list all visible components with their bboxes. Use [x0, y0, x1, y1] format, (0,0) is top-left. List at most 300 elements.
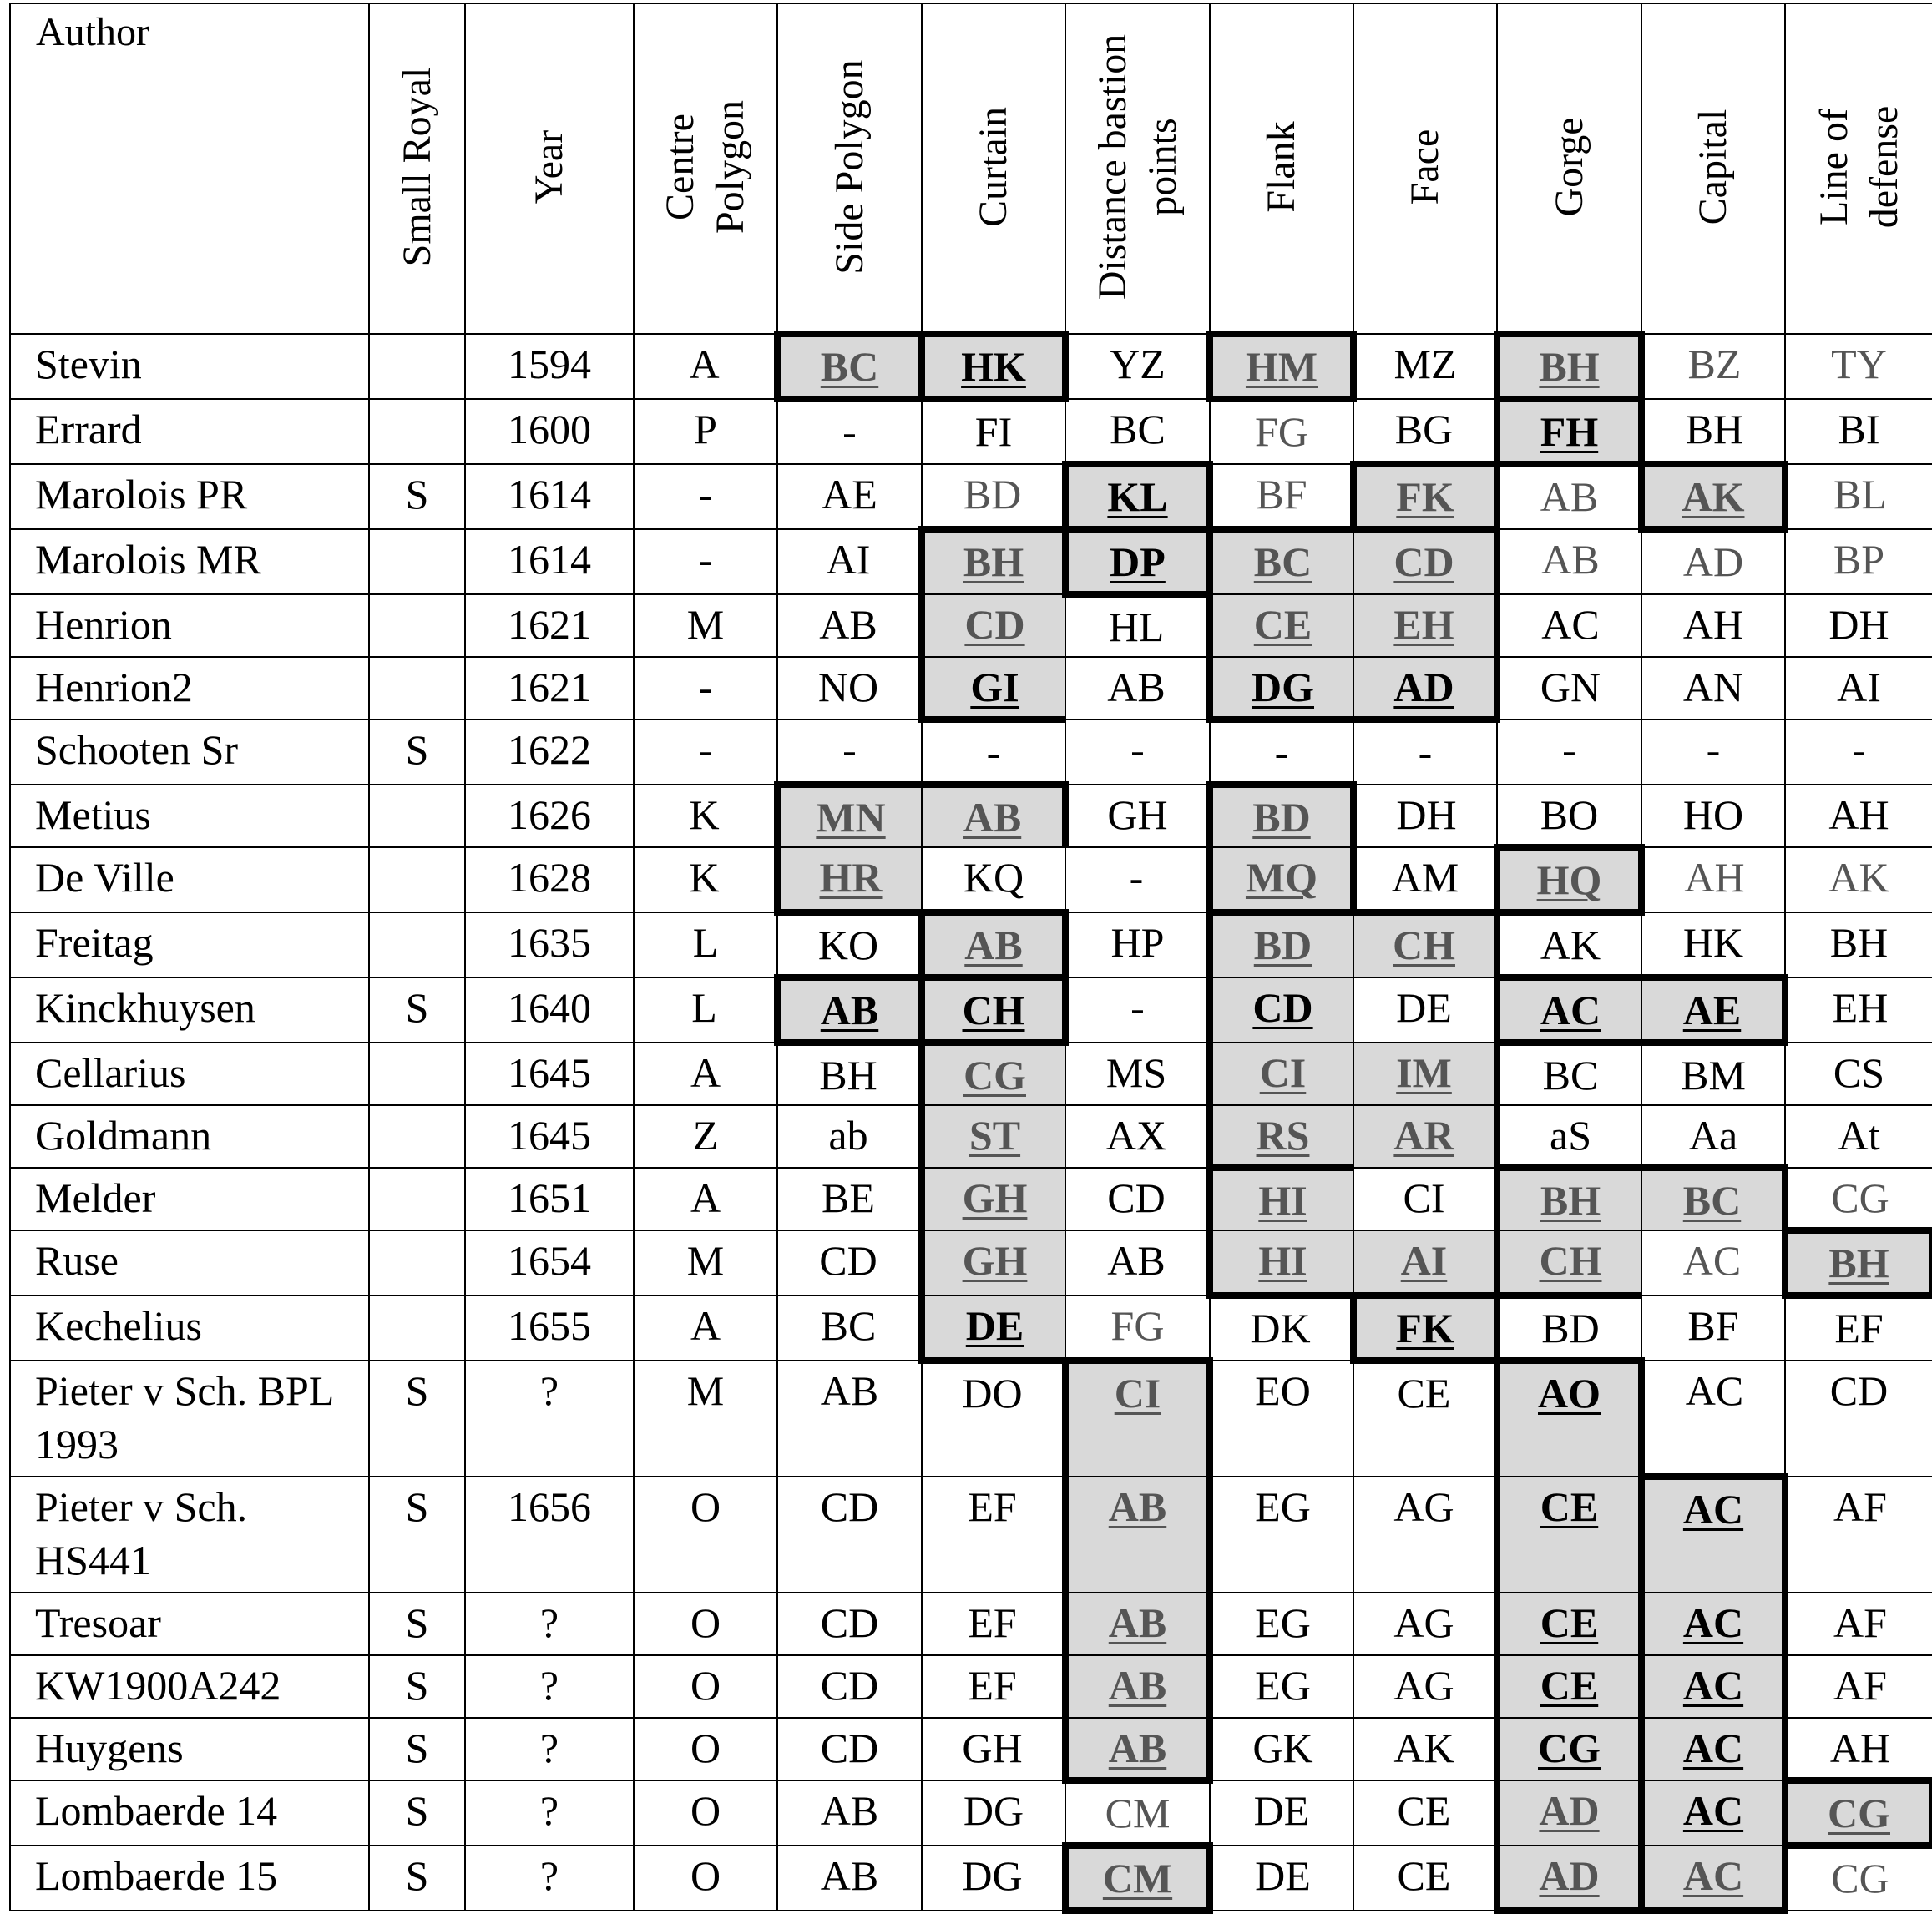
capital-cell	[1641, 529, 1785, 594]
face-cell	[1353, 847, 1497, 912]
curtain-cell	[922, 529, 1065, 594]
gorge-cell	[1497, 1718, 1641, 1780]
flank-cell	[1210, 657, 1353, 720]
capital-value: AC	[1682, 1486, 1744, 1533]
face-cell	[1353, 1593, 1497, 1655]
curtain-cell	[922, 1718, 1065, 1780]
face-cell	[1353, 1105, 1497, 1168]
gorge-value: BH	[1539, 343, 1600, 390]
line-of-defense-cell	[1785, 1295, 1932, 1361]
flank-cell	[1210, 1230, 1353, 1295]
distance-bastion-points-cell	[1065, 1043, 1210, 1105]
side-polygon-cell	[777, 1780, 922, 1846]
side-polygon-value: AI	[826, 536, 871, 583]
author-cell: Schooten Sr	[10, 720, 369, 785]
gorge-cell	[1497, 977, 1641, 1043]
small-royal-cell	[369, 1168, 465, 1230]
distance-bastion-points-cell	[1065, 912, 1210, 977]
year-cell: ?	[465, 1718, 634, 1780]
curtain-cell	[922, 594, 1065, 657]
line-of-defense-cell	[1785, 1230, 1932, 1295]
flank-value: DE	[1253, 1787, 1310, 1834]
side-polygon-value: CD	[820, 1599, 879, 1646]
flank-cell	[1210, 1780, 1353, 1846]
distance-bastion-points-cell	[1065, 785, 1210, 847]
distance-bastion-points-cell	[1065, 1780, 1210, 1846]
capital-value: BH	[1685, 406, 1744, 452]
gorge-cell	[1497, 399, 1641, 464]
distance-bastion-points-value: AB	[1108, 1725, 1167, 1771]
capital-value: AH	[1684, 854, 1745, 901]
centre-polygon-cell: P	[634, 399, 777, 464]
distance-bastion-points-value: CM	[1105, 1790, 1171, 1836]
face-value: CH	[1393, 922, 1455, 968]
centre-polygon-cell: L	[634, 977, 777, 1043]
flank-cell	[1210, 912, 1353, 977]
distance-bastion-points-cell	[1065, 657, 1210, 720]
line-of-defense-cell	[1785, 594, 1932, 657]
face-cell	[1353, 1168, 1497, 1230]
gorge-value: AD	[1539, 1852, 1600, 1899]
curtain-value: DE	[965, 1302, 1024, 1349]
gorge-value: BO	[1540, 791, 1599, 838]
gorge-value: -	[1562, 726, 1576, 773]
line-of-defense-value: AH	[1829, 1725, 1891, 1771]
curtain-cell	[922, 1230, 1065, 1295]
centre-polygon-cell: O	[634, 1593, 777, 1655]
small-royal-cell: S	[369, 720, 465, 785]
distance-bastion-points-cell	[1065, 1295, 1210, 1361]
capital-cell	[1641, 1361, 1785, 1477]
flank-value: EO	[1255, 1367, 1311, 1414]
line-of-defense-cell	[1785, 1718, 1932, 1780]
author-cell: Henrion2	[10, 657, 369, 720]
distance-bastion-points-cell	[1065, 1105, 1210, 1168]
capital-cell	[1641, 1295, 1785, 1361]
line-of-defense-value: BL	[1833, 471, 1887, 518]
gorge-cell	[1497, 334, 1641, 399]
year-cell: 1645	[465, 1043, 634, 1105]
year-cell: 1594	[465, 334, 634, 399]
line-of-defense-cell	[1785, 1655, 1932, 1718]
author-cell: Huygens	[10, 1718, 369, 1780]
author-cell: Metius	[10, 785, 369, 847]
gorge-cell	[1497, 785, 1641, 847]
gorge-value: FH	[1540, 408, 1599, 455]
curtain-cell	[922, 1593, 1065, 1655]
flank-cell	[1210, 399, 1353, 464]
curtain-value: EF	[968, 1662, 1017, 1709]
curtain-value: AB	[963, 794, 1022, 841]
table-row	[10, 334, 1932, 399]
curtain-cell	[922, 464, 1065, 529]
side-polygon-value: AB	[820, 1787, 879, 1834]
author-cell: Freitag	[10, 912, 369, 977]
line-of-defense-value: BP	[1833, 536, 1885, 583]
gorge-value: CE	[1540, 1483, 1599, 1530]
centre-polygon-cell: Z	[634, 1105, 777, 1168]
centre-polygon-cell: O	[634, 1718, 777, 1780]
line-of-defense-value: AF	[1833, 1662, 1887, 1709]
header-gorge-label: Gorge	[1546, 117, 1591, 217]
flank-value: FG	[1255, 408, 1308, 455]
table-row	[10, 1043, 1932, 1105]
face-cell	[1353, 334, 1497, 399]
curtain-cell	[922, 334, 1065, 399]
side-polygon-cell	[777, 785, 922, 847]
small-royal-cell: S	[369, 1477, 465, 1593]
centre-polygon-cell: -	[634, 529, 777, 594]
curtain-value: CH	[962, 987, 1025, 1033]
curtain-cell	[922, 720, 1065, 785]
distance-bastion-points-cell	[1065, 594, 1210, 657]
curtain-cell	[922, 785, 1065, 847]
face-cell	[1353, 529, 1497, 594]
face-value: MZ	[1393, 341, 1457, 387]
face-cell	[1353, 720, 1497, 785]
distance-bastion-points-value: MS	[1105, 1049, 1167, 1096]
table-row	[10, 1295, 1932, 1361]
gorge-value: AB	[1541, 536, 1600, 583]
gorge-value: CH	[1539, 1237, 1602, 1284]
gorge-value: BD	[1541, 1305, 1600, 1351]
flank-cell	[1210, 1477, 1353, 1593]
curtain-cell	[922, 912, 1065, 977]
gorge-value: HQ	[1536, 856, 1602, 903]
face-cell	[1353, 594, 1497, 657]
gorge-value: CE	[1540, 1599, 1599, 1646]
side-polygon-value: KO	[817, 922, 879, 968]
capital-cell	[1641, 1718, 1785, 1780]
face-value: CI	[1403, 1174, 1445, 1221]
curtain-cell	[922, 1361, 1065, 1477]
curtain-cell	[922, 1477, 1065, 1593]
table-row	[10, 912, 1932, 977]
face-value: -	[1418, 729, 1433, 775]
side-polygon-value: MN	[816, 794, 886, 841]
face-cell	[1353, 912, 1497, 977]
gorge-cell	[1497, 912, 1641, 977]
capital-cell	[1641, 1168, 1785, 1230]
centre-polygon-cell: O	[634, 1846, 777, 1911]
small-royal-cell: S	[369, 1780, 465, 1846]
header-distance-bastion-points	[1065, 3, 1210, 334]
flank-value: HI	[1258, 1177, 1307, 1224]
side-polygon-cell	[777, 1655, 922, 1718]
gorge-value: CE	[1540, 1662, 1599, 1709]
capital-value: AC	[1682, 1852, 1744, 1899]
gorge-cell	[1497, 1043, 1641, 1105]
line-of-defense-cell	[1785, 1105, 1932, 1168]
year-cell: ?	[465, 1780, 634, 1846]
line-of-defense-cell	[1785, 1043, 1932, 1105]
gorge-cell	[1497, 1168, 1641, 1230]
side-polygon-value: CD	[820, 1483, 879, 1530]
face-cell	[1353, 785, 1497, 847]
side-polygon-cell	[777, 1168, 922, 1230]
gorge-cell	[1497, 720, 1641, 785]
face-cell	[1353, 1230, 1497, 1295]
line-of-defense-value: TY	[1831, 341, 1887, 387]
centre-polygon-cell: K	[634, 847, 777, 912]
distance-bastion-points-value: DP	[1110, 538, 1166, 585]
side-polygon-value: BC	[820, 1302, 877, 1349]
gorge-value: AC	[1540, 987, 1601, 1033]
side-polygon-cell	[777, 464, 922, 529]
face-cell	[1353, 399, 1497, 464]
capital-cell	[1641, 1105, 1785, 1168]
capital-cell	[1641, 399, 1785, 464]
flank-value: RS	[1256, 1112, 1310, 1159]
distance-bastion-points-value: -	[1130, 726, 1145, 773]
side-polygon-value: CD	[819, 1237, 877, 1284]
distance-bastion-points-value: AB	[1108, 1662, 1167, 1709]
curtain-cell	[922, 657, 1065, 720]
small-royal-cell	[369, 1043, 465, 1105]
gorge-cell	[1497, 529, 1641, 594]
distance-bastion-points-cell	[1065, 977, 1210, 1043]
distance-bastion-points-value: GH	[1107, 791, 1168, 838]
side-polygon-value: -	[842, 408, 857, 455]
line-of-defense-cell	[1785, 657, 1932, 720]
header-face-label: Face	[1403, 129, 1447, 205]
flank-value: DE	[1255, 1852, 1311, 1899]
curtain-cell	[922, 1295, 1065, 1361]
distance-bastion-points-value: AB	[1107, 1237, 1166, 1284]
centre-polygon-cell: O	[634, 1655, 777, 1718]
distance-bastion-points-cell	[1065, 1168, 1210, 1230]
line-of-defense-value: -	[1852, 726, 1866, 773]
flank-value: CE	[1253, 601, 1312, 648]
distance-bastion-points-value: BC	[1110, 406, 1166, 452]
header-flank	[1210, 3, 1353, 334]
curtain-value: CD	[964, 601, 1025, 648]
side-polygon-value: BE	[822, 1174, 875, 1221]
side-polygon-cell	[777, 912, 922, 977]
flank-value: BD	[1252, 794, 1311, 841]
capital-value: AC	[1682, 1787, 1744, 1834]
line-of-defense-value: AH	[1828, 791, 1889, 838]
centre-polygon-cell: A	[634, 1295, 777, 1361]
author-cell: Cellarius	[10, 1043, 369, 1105]
capital-value: AK	[1682, 473, 1745, 520]
capital-cell	[1641, 1593, 1785, 1655]
author-cell: Lombaerde 14	[10, 1780, 369, 1846]
capital-value: Aa	[1688, 1112, 1738, 1159]
small-royal-cell	[369, 912, 465, 977]
flank-value: DG	[1252, 664, 1314, 710]
year-cell: 1655	[465, 1295, 634, 1361]
author-cell: Kechelius	[10, 1295, 369, 1361]
line-of-defense-cell	[1785, 529, 1932, 594]
capital-value: AD	[1682, 538, 1744, 585]
table-row	[10, 1846, 1932, 1911]
face-cell	[1353, 977, 1497, 1043]
line-of-defense-cell	[1785, 847, 1932, 912]
header-line-of-defense-label: Line of defense	[1811, 105, 1906, 229]
year-cell: 1622	[465, 720, 634, 785]
side-polygon-cell	[777, 334, 922, 399]
curtain-value: CG	[963, 1052, 1026, 1098]
centre-polygon-cell: O	[634, 1477, 777, 1593]
year-cell: 1621	[465, 657, 634, 720]
author-cell: Henrion	[10, 594, 369, 657]
gorge-value: AO	[1538, 1370, 1601, 1417]
flank-cell	[1210, 1361, 1353, 1477]
curtain-value: KQ	[963, 854, 1024, 901]
table-row	[10, 1230, 1932, 1295]
line-of-defense-cell	[1785, 399, 1932, 464]
flank-cell	[1210, 1655, 1353, 1718]
author-cell: Lombaerde 15	[10, 1846, 369, 1911]
year-cell: 1654	[465, 1230, 634, 1295]
table-row	[10, 847, 1932, 912]
header-face	[1353, 3, 1497, 334]
side-polygon-value: BC	[820, 343, 879, 390]
capital-cell	[1641, 847, 1785, 912]
capital-value: BF	[1687, 1302, 1739, 1349]
gorge-cell	[1497, 1105, 1641, 1168]
gorge-value: AB	[1540, 473, 1599, 520]
capital-value: AC	[1682, 1599, 1744, 1646]
capital-value: AE	[1682, 987, 1742, 1033]
flank-cell	[1210, 1105, 1353, 1168]
year-cell: 1645	[465, 1105, 634, 1168]
curtain-value: -	[986, 729, 1001, 775]
year-cell: 1635	[465, 912, 634, 977]
small-royal-cell: S	[369, 1655, 465, 1718]
gorge-cell	[1497, 847, 1641, 912]
year-cell: 1656	[465, 1477, 634, 1593]
line-of-defense-value: DH	[1828, 601, 1889, 648]
side-polygon-cell	[777, 977, 922, 1043]
face-value: CE	[1397, 1787, 1451, 1834]
table-body	[10, 334, 1932, 1911]
flank-value: EG	[1255, 1662, 1311, 1709]
centre-polygon-cell: -	[634, 720, 777, 785]
distance-bastion-points-cell	[1065, 1477, 1210, 1593]
curtain-cell	[922, 977, 1065, 1043]
capital-cell	[1641, 594, 1785, 657]
face-value: BG	[1394, 406, 1454, 452]
flank-cell	[1210, 1168, 1353, 1230]
curtain-value: ST	[969, 1112, 1021, 1159]
line-of-defense-cell	[1785, 1477, 1932, 1593]
line-of-defense-cell	[1785, 720, 1932, 785]
face-value: AG	[1393, 1662, 1454, 1709]
side-polygon-cell	[777, 1361, 922, 1477]
header-centre-polygon-label: Centre Polygon	[658, 99, 752, 235]
curtain-cell	[922, 1043, 1065, 1105]
distance-bastion-points-value: AB	[1108, 1483, 1167, 1530]
face-value: CD	[1393, 538, 1454, 585]
header-year	[465, 3, 634, 334]
table-row	[10, 1655, 1932, 1718]
distance-bastion-points-cell	[1065, 1846, 1210, 1911]
capital-cell	[1641, 912, 1785, 977]
gorge-cell	[1497, 1361, 1641, 1477]
flank-value: HI	[1258, 1237, 1307, 1284]
small-royal-cell	[369, 847, 465, 912]
face-value: CE	[1397, 1370, 1451, 1417]
small-royal-cell	[369, 785, 465, 847]
distance-bastion-points-value: FG	[1110, 1302, 1165, 1349]
face-value: AG	[1393, 1483, 1454, 1530]
face-value: AG	[1393, 1599, 1454, 1646]
face-value: AD	[1393, 664, 1454, 710]
author-cell: Marolois PR	[10, 464, 369, 529]
small-royal-cell	[369, 334, 465, 399]
flank-cell	[1210, 785, 1353, 847]
line-of-defense-cell	[1785, 785, 1932, 847]
side-polygon-cell	[777, 594, 922, 657]
small-royal-cell	[369, 657, 465, 720]
curtain-cell	[922, 1655, 1065, 1718]
capital-cell	[1641, 1846, 1785, 1911]
face-cell	[1353, 1846, 1497, 1911]
distance-bastion-points-cell	[1065, 529, 1210, 594]
line-of-defense-value: CD	[1829, 1367, 1889, 1414]
capital-value: AC	[1682, 1237, 1742, 1284]
gorge-value: AC	[1541, 601, 1600, 648]
capital-value: AC	[1682, 1725, 1744, 1771]
line-of-defense-value: EH	[1832, 984, 1889, 1031]
centre-polygon-cell: O	[634, 1780, 777, 1846]
small-royal-cell	[369, 399, 465, 464]
distance-bastion-points-value: YZ	[1110, 341, 1166, 387]
line-of-defense-cell	[1785, 464, 1932, 529]
flank-cell	[1210, 1593, 1353, 1655]
flank-value: DK	[1250, 1305, 1311, 1351]
capital-cell	[1641, 720, 1785, 785]
face-cell	[1353, 1361, 1497, 1477]
flank-value: CI	[1259, 1049, 1307, 1096]
header-year-label: Year	[527, 129, 571, 205]
line-of-defense-value: EF	[1834, 1305, 1884, 1351]
gorge-cell	[1497, 1295, 1641, 1361]
year-cell: 1640	[465, 977, 634, 1043]
distance-bastion-points-value: AB	[1107, 664, 1166, 710]
side-polygon-cell	[777, 399, 922, 464]
year-cell: ?	[465, 1361, 634, 1477]
year-cell: ?	[465, 1655, 634, 1718]
curtain-cell	[922, 1780, 1065, 1846]
flank-value: -	[1274, 729, 1289, 775]
side-polygon-cell	[777, 1718, 922, 1780]
author-cell: KW1900A242	[10, 1655, 369, 1718]
distance-bastion-points-cell	[1065, 1230, 1210, 1295]
capital-cell	[1641, 334, 1785, 399]
face-cell	[1353, 1780, 1497, 1846]
curtain-value: EF	[968, 1483, 1017, 1530]
side-polygon-value: CD	[820, 1662, 879, 1709]
gorge-cell	[1497, 1230, 1641, 1295]
flank-cell	[1210, 1718, 1353, 1780]
year-cell: 1628	[465, 847, 634, 912]
distance-bastion-points-value: AB	[1108, 1599, 1167, 1646]
gorge-cell	[1497, 594, 1641, 657]
flank-cell	[1210, 464, 1353, 529]
gorge-cell	[1497, 1655, 1641, 1718]
distance-bastion-points-cell	[1065, 464, 1210, 529]
distance-bastion-points-value: HL	[1108, 603, 1165, 650]
distance-bastion-points-value: CD	[1107, 1174, 1166, 1221]
line-of-defense-value: BI	[1838, 406, 1880, 452]
header-small-royal	[369, 3, 465, 334]
curtain-cell	[922, 1168, 1065, 1230]
year-cell: 1600	[465, 399, 634, 464]
table-row	[10, 1593, 1932, 1655]
